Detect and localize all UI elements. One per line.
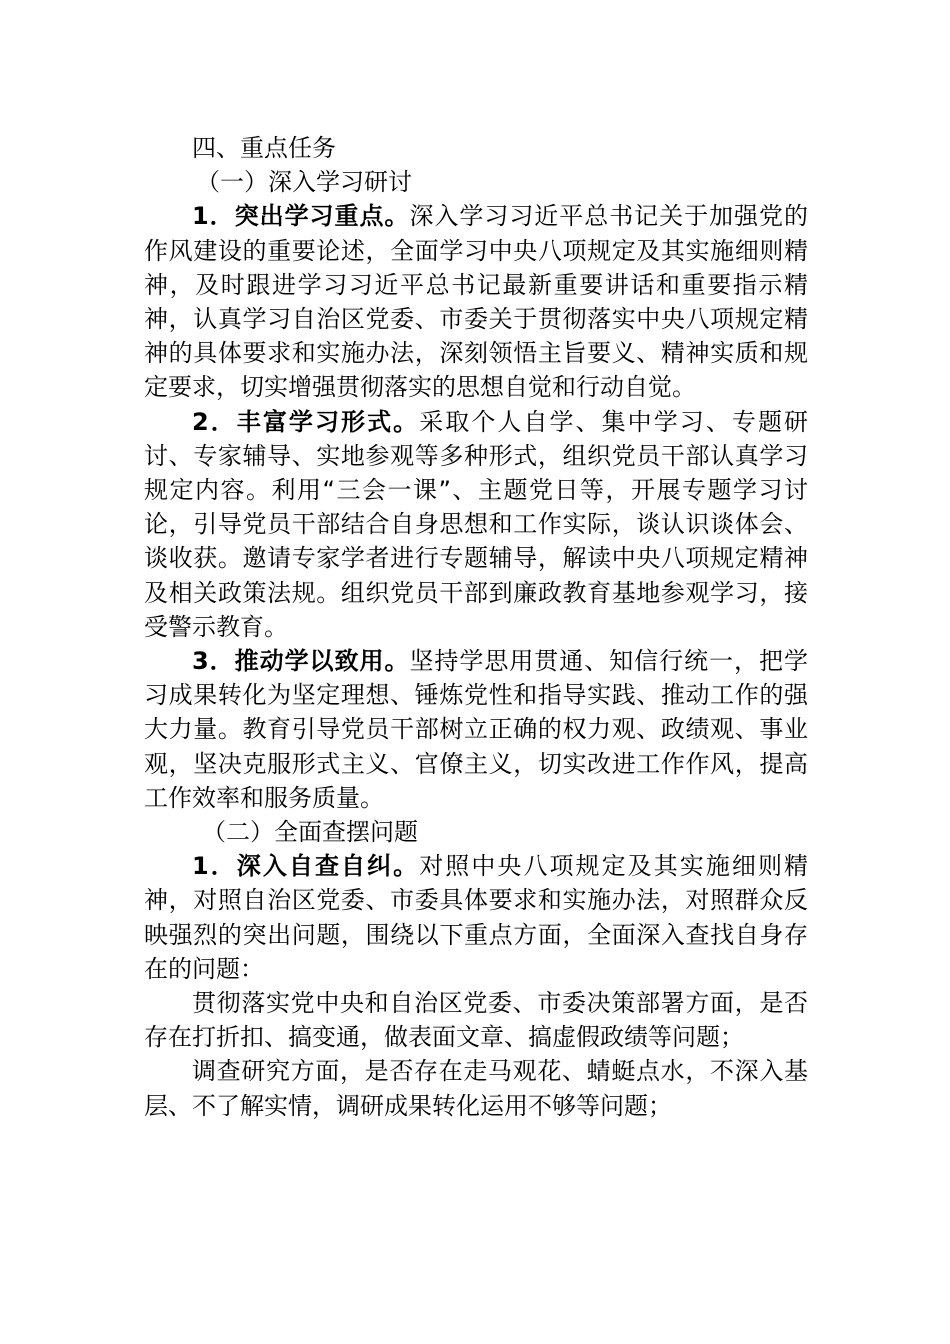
item-lead: 1．深入自查自纠。 [192,852,420,881]
item-lead: 3．推动学以致用。 [192,647,410,676]
section-heading: 四、重点任务 [192,134,336,162]
document-page [144,131,808,1123]
item-text: 深入学习习近平总书记关于加强党的作风建设的重要论述，全面学习中央八项规定及其实施细则精神，及时跟进学习习近平总书记最新重要讲话和重要指示精神，认真学习自治区党委、市委关于贯彻落实中央八项规定精神的具体要求和实施办法，深刻领悟主旨要义、精神实质和规定要求，切实增强贯彻落实的思想自觉和行动自觉。 [144,202,808,402]
part1-heading: （一）深入学习研讨 [196,168,412,197]
part2-paragraph-1: 贯彻落实党中央和自治区党委、市委决策部署方面，是否存在打折扣、搞变通，做表面文章、搞虚假政绩等问题； [144,989,808,1052]
part1-item-2 [144,405,808,644]
part2-paragraph-2: 调查研究方面，是否存在走马观花、蜻蜓点水，不深入基层、不了解实情，调研成果转化运用不够等问题； [144,1057,808,1120]
item-text: 对照中央八项规定及其实施细则精神，对照自治区党委、市委具体要求和实施办法，对照群众反映强烈的突出问题，围绕以下重点方面，全面深入查找自身存在的问题： [144,852,809,983]
part2-item-1 [144,849,808,986]
part1-item-1 [144,199,808,404]
item-lead: 1．突出学习重点。 [192,202,410,231]
item-lead: 2．丰富学习形式。 [192,407,420,436]
item-text: 坚持学思用贯通、知信行统一，把学习成果转化为坚定理想、锤炼党性和指导实践、推动工作的强大力量。教育引导党员干部树立正确的权力观、政绩观、事业观，坚决克服形式主义、官僚主义，切实改进工作作风，提高工作效率和服务质量。 [144,647,808,812]
part2-heading: （二）全面查摆问题 [202,818,418,847]
item-text: 采取个人自学、集中学习、专题研讨、专家辅导、实地参观等多种形式，组织党员干部认真学习规定内容。利用“三会一课”、主题党日等，开展专题学习讨论，引导党员干部结合自身思想和工作实际，谈认识谈体会、谈收获。邀请专家学者进行专题辅导，解读中央八项规定精神及相关政策法规。组织党员干部到廉政教育基地参观学习，接受警示教育。 [144,407,809,641]
part1-item-3 [144,644,808,815]
